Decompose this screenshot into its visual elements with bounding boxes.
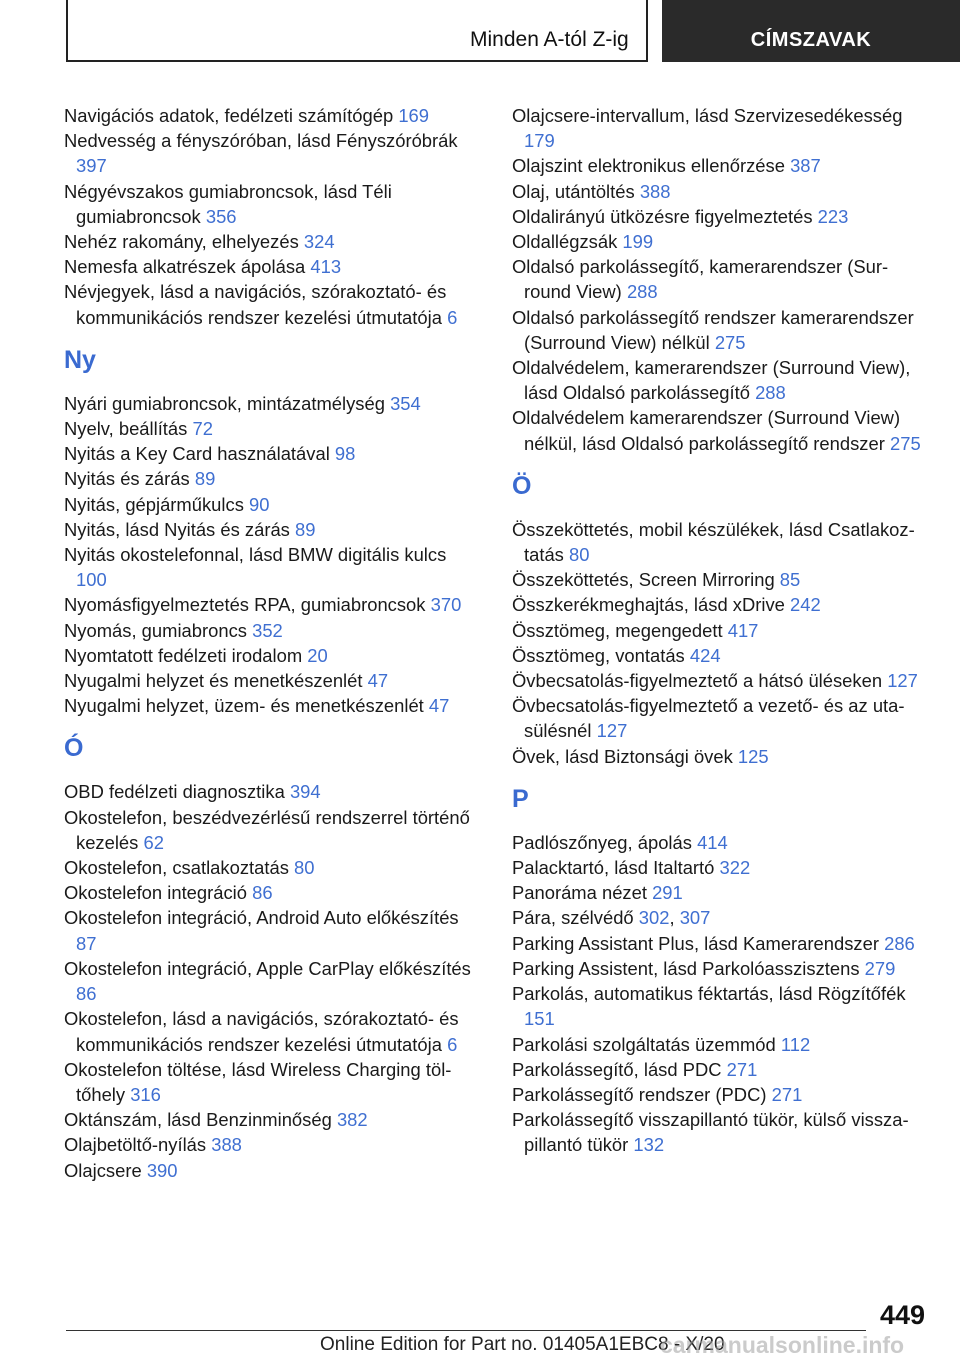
page-reference-link[interactable]: 286 bbox=[884, 932, 915, 954]
index-entry-text: Nyitás okostelefonnal, lásd BMW digitális kulcs bbox=[64, 544, 447, 566]
index-entry-text: Oldalsó parkolássegítő, kamerarendszer (Surround View) bbox=[512, 256, 889, 303]
page-reference-link[interactable]: 417 bbox=[727, 619, 759, 641]
page-reference-link[interactable]: 316 bbox=[130, 1083, 161, 1105]
index-entry bbox=[64, 618, 479, 643]
footer-watermark: carmanualsonline.info bbox=[660, 1332, 905, 1358]
index-entry bbox=[64, 517, 479, 542]
index-entry bbox=[512, 880, 927, 905]
page-reference-link[interactable]: 199 bbox=[622, 231, 654, 253]
index-entry bbox=[64, 1158, 479, 1183]
index-entry bbox=[512, 355, 927, 405]
index-entry bbox=[512, 668, 927, 693]
page-reference-link[interactable]: 179 bbox=[524, 130, 555, 152]
index-entry bbox=[512, 744, 927, 769]
index-entry-text: Okostelefon integráció bbox=[64, 882, 247, 904]
page-reference-link[interactable]: 275 bbox=[889, 432, 921, 454]
index-entry-text: Okostelefon integráció, Android Auto előkészítés bbox=[64, 907, 459, 929]
page-reference-link[interactable]: 302 bbox=[638, 907, 670, 929]
index-entry-text: Oktánszám, lásd Benzinminőség bbox=[64, 1109, 332, 1131]
index-entry bbox=[512, 405, 927, 455]
header-section-title: Minden A-tól Z-ig bbox=[470, 28, 629, 51]
page-reference-link[interactable]: 47 bbox=[367, 670, 389, 692]
index-entry bbox=[64, 855, 479, 880]
page-reference-link[interactable]: 271 bbox=[771, 1083, 803, 1105]
page-reference-link[interactable]: 169 bbox=[398, 105, 429, 126]
page-reference-link[interactable]: 127 bbox=[596, 720, 628, 742]
index-entry-text: Nyitás és zárás bbox=[64, 468, 190, 490]
footer-divider bbox=[66, 1330, 866, 1331]
index-entry-text: Pára, szélvédő bbox=[512, 907, 634, 929]
page-reference-link[interactable]: 390 bbox=[146, 1159, 178, 1181]
index-entry bbox=[64, 956, 479, 1006]
index-entry bbox=[512, 618, 927, 643]
page-reference-link[interactable]: 80 bbox=[294, 857, 315, 879]
index-entry-text: Nyugalmi helyzet, üzem- és menetkészenlét bbox=[64, 695, 424, 717]
page-reference-link[interactable]: 80 bbox=[569, 544, 590, 566]
index-entry-text: Okostelefon, beszédvezérlésű rendszerrel történő kezelés bbox=[64, 806, 470, 853]
page-reference-link[interactable]: 47 bbox=[428, 695, 450, 717]
page-reference-link[interactable]: 90 bbox=[249, 493, 270, 515]
page-reference-link[interactable]: 394 bbox=[289, 781, 321, 803]
footer-edition: Online Edition for Part no. 01405A1EBC8 - X/20 bbox=[320, 1334, 725, 1355]
header-chapter-label: CÍMSZAVAK bbox=[750, 28, 872, 51]
page-reference-link[interactable]: 271 bbox=[726, 1058, 758, 1080]
index-entry bbox=[512, 1082, 927, 1107]
page-reference-link[interactable]: 288 bbox=[755, 382, 786, 404]
index-entry bbox=[512, 103, 927, 153]
page-reference-link[interactable]: 89 bbox=[194, 468, 216, 490]
index-entry-text: Nyelv, beállítás bbox=[64, 418, 188, 440]
index-entry-text: Oldalvédelem kamerarendszer (Surround View) nélkül, lásd Oldalsó parkolássegítő rendszer bbox=[512, 407, 901, 454]
index-entry-text: Nemesfa alkatrészek ápolása bbox=[64, 256, 306, 278]
index-entry bbox=[512, 592, 927, 617]
index-entry-text: Parking Assistent, lásd Parkolóasszisztens bbox=[512, 957, 860, 979]
index-entry-text: Össztömeg, vontatás bbox=[512, 644, 685, 666]
index-entry bbox=[512, 956, 927, 981]
index-entry bbox=[512, 830, 927, 855]
index-column-right bbox=[512, 103, 927, 1158]
page-reference-link[interactable]: 151 bbox=[524, 1008, 555, 1030]
index-entry bbox=[64, 542, 479, 592]
index-entry bbox=[512, 931, 927, 956]
index-entry-text: Olajcsere bbox=[64, 1159, 142, 1181]
page-reference-link[interactable]: 86 bbox=[76, 983, 97, 1005]
page-reference-link[interactable]: 307 bbox=[679, 907, 711, 929]
index-entry bbox=[512, 693, 927, 743]
page-reference-link[interactable]: 414 bbox=[697, 831, 728, 853]
index-entry bbox=[512, 855, 927, 880]
page-reference-link[interactable]: 387 bbox=[790, 155, 821, 177]
index-entry-text: Oldalirányú ütközésre figyelmeztetés bbox=[512, 205, 813, 227]
index-letter-heading: Ö bbox=[512, 471, 532, 500]
page-reference-link[interactable]: 382 bbox=[336, 1109, 368, 1131]
page-reference-link[interactable]: 275 bbox=[714, 331, 746, 353]
index-entry-text: Övbecsatolás-figyelmeztető a vezető- és az utasülésnél bbox=[512, 695, 905, 742]
index-entry-text: Névjegyek, lásd a navigációs, szórakoztató- és kommunikációs rendszer kezelési útmutatója bbox=[64, 281, 447, 328]
index-entry-text: Össztömeg, megengedett bbox=[512, 619, 723, 641]
index-letter-heading: P bbox=[512, 784, 529, 813]
index-entry bbox=[512, 981, 927, 1031]
index-entry bbox=[64, 1132, 479, 1157]
index-entry bbox=[64, 103, 479, 128]
index-entry-text: Parkolássegítő rendszer (PDC) bbox=[512, 1083, 767, 1105]
index-entry bbox=[64, 668, 479, 693]
index-entry bbox=[64, 693, 479, 718]
index-entry bbox=[64, 1057, 479, 1107]
index-entry bbox=[64, 229, 479, 254]
index-entry bbox=[64, 1107, 479, 1132]
index-entry-text: Nyitás, gépjárműkulcs bbox=[64, 493, 244, 515]
index-entry-text: Parkolási szolgáltatás üzemmód bbox=[512, 1033, 776, 1055]
page-reference-link[interactable]: 322 bbox=[719, 857, 751, 879]
index-entry-text: Parking Assistant Plus, lásd Kamerarendszer bbox=[512, 932, 879, 954]
index-entry bbox=[64, 492, 479, 517]
index-entry-text: Olaj, utántöltés bbox=[512, 180, 635, 202]
page-reference-link[interactable]: 279 bbox=[864, 957, 896, 979]
index-entry-text: Nyugalmi helyzet és menetkészenlét bbox=[64, 670, 363, 692]
index-entry bbox=[64, 1006, 479, 1056]
index-entry-text: Összeköttetés, mobil készülékek, lásd Csatlakoztatás bbox=[512, 518, 915, 566]
index-entry-text: Olajbetöltő-nyílás bbox=[64, 1134, 207, 1156]
index-entry-text: Okostelefon töltése, lásd Wireless Charging töltőhely bbox=[64, 1058, 452, 1105]
page-reference-link[interactable]: 424 bbox=[689, 644, 721, 666]
index-entry-text: Övbecsatolás-figyelmeztető a hátsó üléseken bbox=[512, 670, 883, 692]
page-reference-link[interactable]: 98 bbox=[334, 443, 356, 465]
index-entry bbox=[512, 1057, 927, 1082]
index-entry-text: Nyomtatott fedélzeti irodalom bbox=[64, 644, 303, 666]
page-reference-link[interactable]: 87 bbox=[76, 932, 97, 954]
index-entry-text: Panoráma nézet bbox=[512, 882, 647, 904]
index-entry-text: Olajcsere-intervallum, lásd Szervizesedékesség bbox=[512, 105, 903, 126]
page-reference-link[interactable]: 413 bbox=[310, 256, 342, 278]
header-chapter-tab bbox=[662, 0, 960, 62]
index-entry bbox=[64, 391, 479, 416]
page-reference-link[interactable]: 132 bbox=[633, 1134, 665, 1156]
index-entry bbox=[64, 128, 479, 178]
index-entry bbox=[512, 1032, 927, 1057]
page-reference-link[interactable]: 324 bbox=[303, 231, 335, 253]
index-entry-text: Nyitás, lásd Nyitás és zárás bbox=[64, 518, 290, 540]
index-entry bbox=[64, 416, 479, 441]
index-letter-heading: Ny bbox=[64, 345, 96, 374]
page-reference-link[interactable]: 288 bbox=[626, 281, 658, 303]
index-entry-text: Parkolás, automatikus féktartás, lásd Rögzítőfék bbox=[512, 983, 906, 1005]
page-reference-link[interactable]: 112 bbox=[780, 1033, 811, 1055]
index-entry bbox=[64, 254, 479, 279]
page-reference-link[interactable]: 291 bbox=[652, 882, 683, 904]
index-entry bbox=[64, 279, 479, 329]
page-reference-link[interactable]: 85 bbox=[779, 569, 801, 591]
page-reference-link[interactable]: 370 bbox=[430, 594, 462, 616]
index-entry-text: Olajszint elektronikus ellenőrzése bbox=[512, 155, 785, 177]
index-letter-heading: Ó bbox=[64, 734, 84, 763]
page-reference-link[interactable]: 397 bbox=[76, 155, 107, 177]
index-entry bbox=[512, 305, 927, 355]
index-entry bbox=[512, 204, 927, 229]
page-reference-link[interactable]: 388 bbox=[639, 180, 671, 202]
index-entry bbox=[64, 805, 479, 855]
page-reference-link[interactable]: 356 bbox=[205, 205, 237, 227]
index-entry-text: OBD fedélzeti diagnosztika bbox=[64, 781, 285, 803]
index-entry-text: Nyomásfigyelmeztetés RPA, gumiabroncsok bbox=[64, 594, 426, 616]
index-entry-text: Összeköttetés, Screen Mirroring bbox=[512, 569, 775, 591]
index-entry bbox=[512, 229, 927, 254]
index-entry-text: Oldalvédelem, kamerarendszer (Surround View), lásd Oldalsó parkolássegítő bbox=[512, 357, 911, 404]
page-reference-link[interactable]: 86 bbox=[252, 882, 273, 904]
page-reference-link[interactable]: 20 bbox=[307, 644, 328, 666]
index-entry bbox=[512, 643, 927, 668]
index-entry-text: Okostelefon integráció, Apple CarPlay előkészítés bbox=[64, 957, 471, 979]
page-reference-link[interactable]: 6 bbox=[447, 1033, 458, 1055]
index-entry bbox=[64, 441, 479, 466]
page-number: 449 bbox=[880, 1300, 926, 1330]
page-reference-link[interactable]: 354 bbox=[390, 392, 421, 414]
page-reference-link[interactable]: 6 bbox=[447, 306, 458, 328]
index-entry-text: Nyitás a Key Card használatával bbox=[64, 443, 330, 465]
index-entry-text: Okostelefon, csatlakoztatás bbox=[64, 857, 289, 879]
index-entry-text: Okostelefon, lásd a navigációs, szórakoztató- és kommunikációs rendszer kezelési útmutatója bbox=[64, 1008, 459, 1055]
page-reference-link[interactable]: 100 bbox=[76, 569, 107, 591]
page-reference-link[interactable]: 223 bbox=[817, 205, 849, 227]
page-reference-link[interactable]: 388 bbox=[211, 1134, 242, 1156]
index-entry bbox=[512, 517, 927, 567]
index-entry bbox=[512, 567, 927, 592]
index-entry bbox=[512, 254, 927, 304]
index-entry bbox=[64, 466, 479, 491]
index-column-left bbox=[64, 103, 479, 1183]
index-entry-text: Nedvesség a fényszóróban, lásd Fényszóróbrák bbox=[64, 130, 458, 152]
index-entry-text: Négyévszakos gumiabroncsok, lásd Téli gumiabroncsok bbox=[64, 180, 392, 227]
index-entry bbox=[512, 153, 927, 178]
index-entry-text: Navigációs adatok, fedélzeti számítógép bbox=[64, 105, 394, 126]
index-entry bbox=[64, 880, 479, 905]
page-reference-link[interactable]: 62 bbox=[143, 831, 164, 853]
index-entry-text: Nyomás, gumiabroncs bbox=[64, 619, 247, 641]
index-entry-text: Oldallégzsák bbox=[512, 231, 618, 253]
index-entry bbox=[64, 905, 479, 955]
index-entry-text: Parkolássegítő visszapillantó tükör, külső visszapillantó tükör bbox=[512, 1109, 909, 1156]
index-entry-text: Nehéz rakomány, elhelyezés bbox=[64, 231, 299, 253]
index-entry bbox=[64, 592, 479, 617]
index-entry-text: Oldalsó parkolássegítő rendszer kamerarendszer (Surround View) nélkül bbox=[512, 306, 914, 353]
index-entry-text: Padlószőnyeg, ápolás bbox=[512, 831, 692, 853]
index-entry-text: Palacktartó, lásd Italtartó bbox=[512, 857, 715, 879]
index-entry-text: Összkerékmeghajtás, lásd xDrive bbox=[512, 594, 785, 616]
page-reference-link[interactable]: 127 bbox=[887, 670, 918, 692]
page-reference-link[interactable]: 125 bbox=[737, 745, 769, 767]
index-entry bbox=[64, 643, 479, 668]
index-entry-text: Parkolássegítő, lásd PDC bbox=[512, 1058, 722, 1080]
index-entry bbox=[64, 779, 479, 804]
page-reference-link[interactable]: 242 bbox=[790, 594, 821, 616]
index-entry-text: Nyári gumiabroncsok, mintázatmélység bbox=[64, 392, 385, 414]
index-entry-text: Övek, lásd Biztonsági övek bbox=[512, 745, 733, 767]
index-entry: Pára, szélvédő 302, 307 bbox=[512, 907, 711, 929]
page-reference-link[interactable]: 352 bbox=[252, 619, 283, 641]
index-entry bbox=[512, 179, 927, 204]
page-reference-link[interactable]: 89 bbox=[295, 518, 316, 540]
page-reference-link[interactable]: 72 bbox=[192, 418, 213, 440]
index-entry bbox=[64, 179, 479, 229]
index-entry bbox=[512, 1107, 927, 1157]
